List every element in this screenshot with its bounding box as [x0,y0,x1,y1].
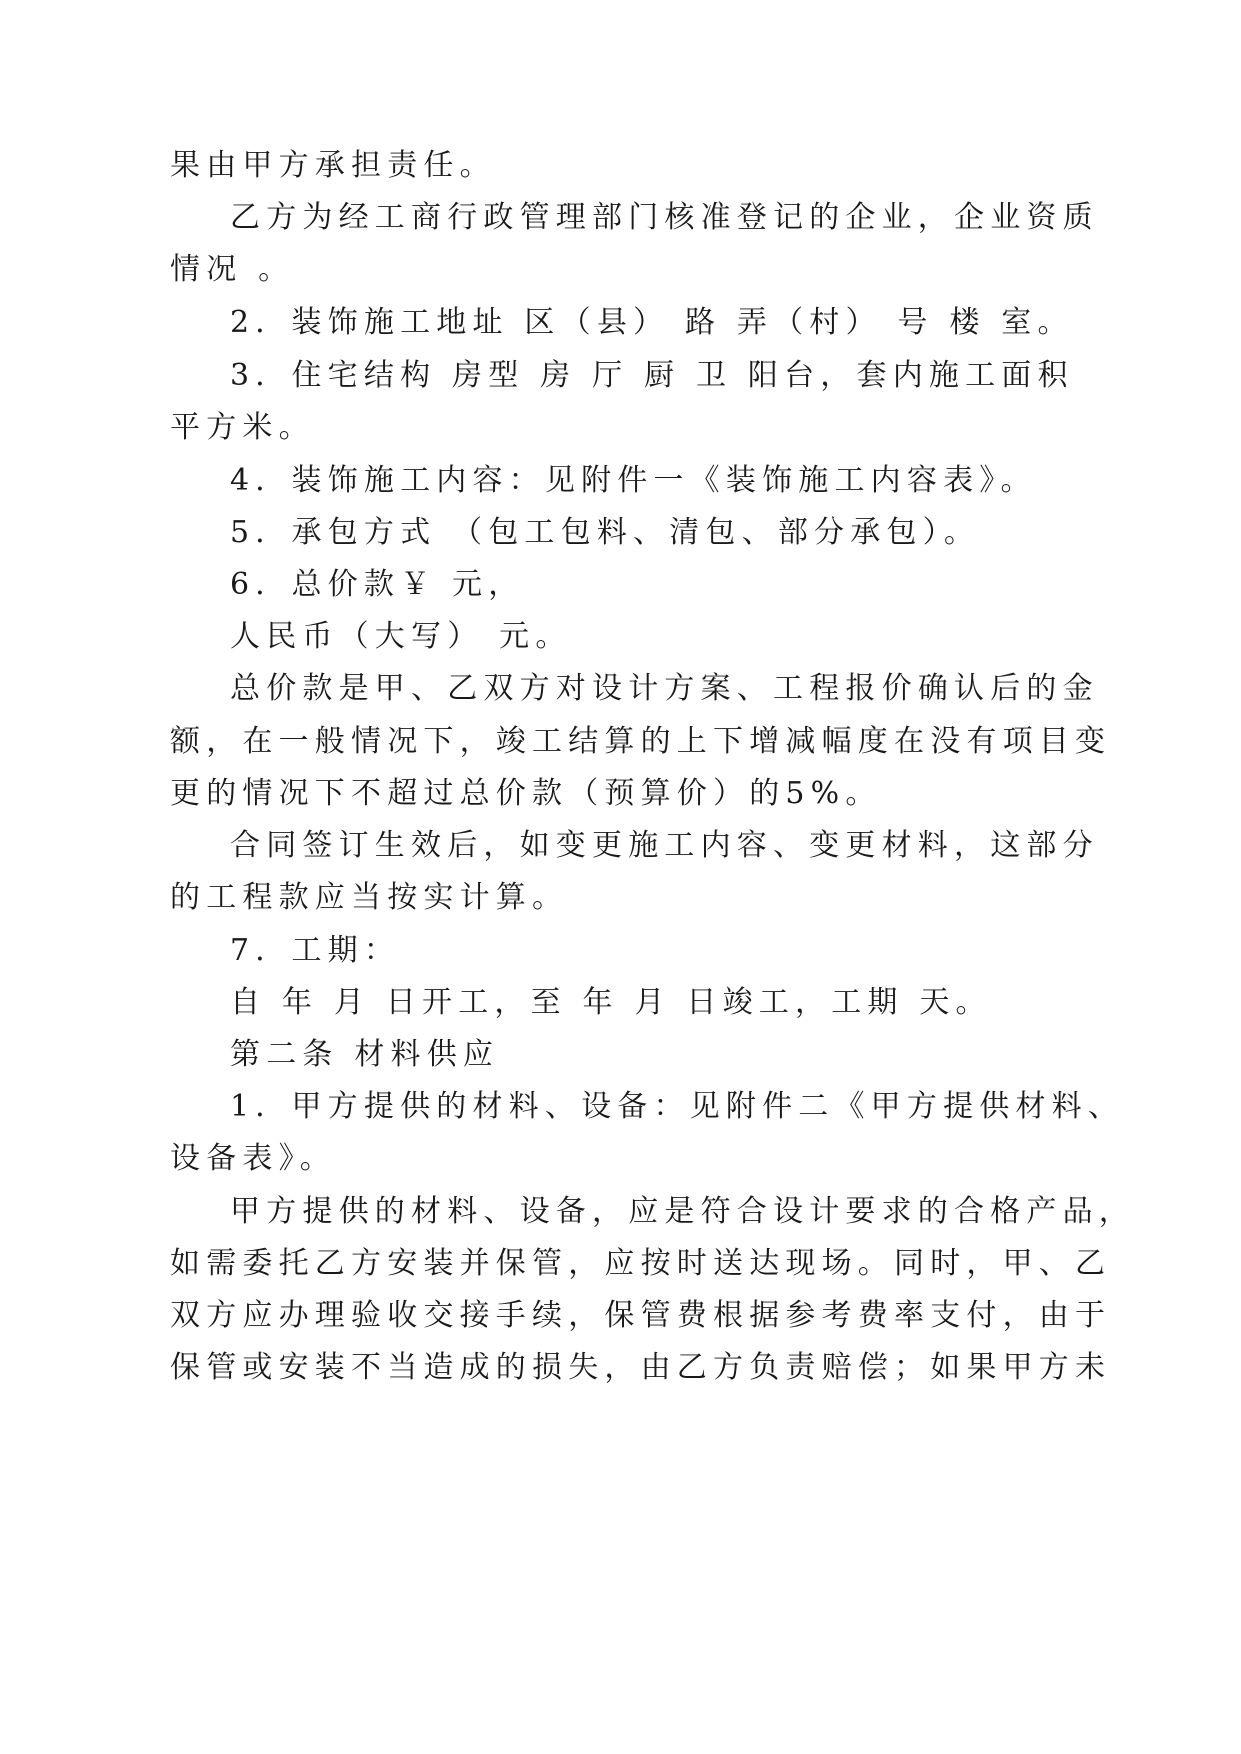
text-line: 4．装饰施工内容：见附件一《装饰施工内容表》。 [230,463,1037,498]
text-line: 总价款是甲、乙双方对设计方案、工程报价确认后的金 [230,671,1099,706]
text-line: 7．工期： [230,933,401,968]
text-line: 乙方为经工商行政管理部门核准登记的企业，企业资质 [230,200,1099,235]
text-line: 额，在一般情况下，竣工结算的上下增减幅度在没有项目变 [170,724,1112,759]
text-line: 情况 。 [170,252,295,287]
text-line: 保管或安装不当造成的损失，由乙方负责赔偿；如果甲方未 [170,1350,1112,1385]
text-line: 的工程款应当按实计算。 [170,880,569,915]
text-line: 自 年 月 日开工，至 年 月 日竣工，工期 天。 [230,985,992,1020]
text-line: 更的情况下不超过总价款（预算价）的5%。 [170,776,882,811]
text-line: 3．住宅结构 房型 房 厅 厨 卫 阳台，套内施工面积 [230,358,1074,393]
text-line: 1．甲方提供的材料、设备：见附件二《甲方提供材料、 [230,1089,1125,1124]
text-line: 平方米。 [170,410,315,445]
text-line: 双方应办理验收交接手续，保管费根据参考费率支付，由于 [170,1298,1112,1333]
text-line: 5．承包方式 （包工包料、清包、部分承包）。 [230,515,981,550]
text-line: 合同签订生效后，如变更施工内容、变更材料，这部分 [230,828,1099,863]
text-line: 设备表》。 [170,1141,336,1176]
text-line: 6．总价款￥ 元， [230,567,525,602]
section-heading: 第二条 材料供应 [230,1037,500,1072]
text-line: 2．装饰施工地址 区（县） 路 弄（村） 号 楼 室。 [230,305,1074,340]
text-line: 果由甲方承担责任。 [170,148,496,183]
text-line: 如需委托乙方安装并保管，应按时送达现场。同时，甲、乙 [170,1246,1112,1281]
text-line: 人民币（大写） 元。 [230,619,572,654]
text-line: 甲方提供的材料、设备，应是符合设计要求的合格产品， [230,1194,1135,1229]
